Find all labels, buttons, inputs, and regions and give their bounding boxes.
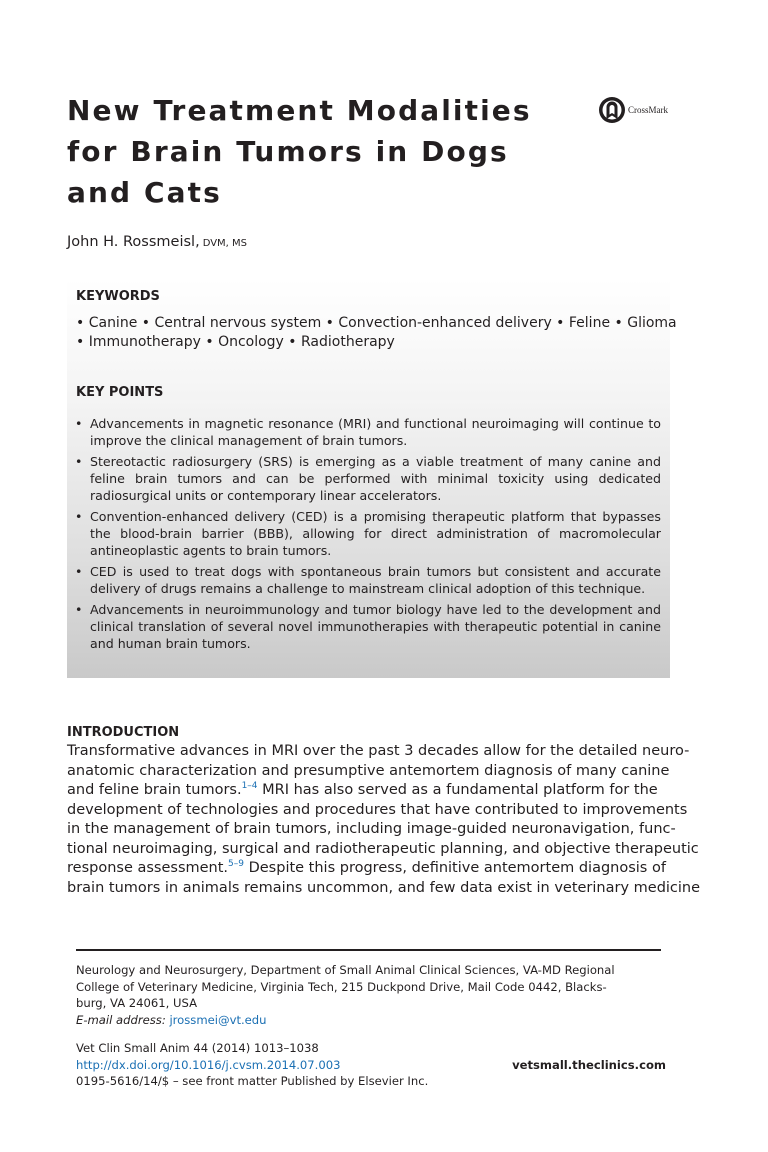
- article-title: [67, 90, 567, 213]
- affiliation-line: College of Veterinary Medicine, Virginia Tech, 215 Duckpond Drive, Mail Code 0442, Blacks-: [76, 979, 607, 994]
- paragraph-line: [67, 859, 670, 879]
- paragraph-text: Despite this progress, definitive antemortem diagnosis of: [243, 860, 666, 876]
- keywords-line: • Canine • Central nervous system • Convection-enhanced delivery • Feline • Glioma: [76, 315, 677, 331]
- paragraph-line: [67, 781, 670, 801]
- paragraph-line: in the management of brain tumors, including image-guided neuronavigation, func-: [67, 821, 676, 837]
- author-line: [67, 234, 247, 250]
- key-point-item: • Stereotactic radiosurgery (SRS) is emerging as a viable treatment of many canine and feline brain tumors and can be performed with minimal toxicity using dedicated radiosurgical units or contemporary linear accelerators.: [73, 453, 661, 504]
- paragraph-line: anatomic characterization and presumptive antemortem diagnosis of many canine: [67, 762, 670, 779]
- keywords-line: • Immunotherapy • Oncology • Radiotherapy: [76, 334, 395, 350]
- crossmark-icon: [598, 96, 626, 124]
- key-point-item: • Advancements in neuroimmunology and tumor biology have led to the development and clinical translation of several novel immunotherapies with therapeutic potential in canine and human brain tumors.: [73, 601, 661, 652]
- keywords-list: [76, 314, 677, 352]
- key-point-item: • CED is used to treat dogs with spontaneous brain tumors but consistent and accurate delivery of drugs remains a challenge to mainstream clinical adoption of this technique.: [73, 563, 661, 597]
- crossmark-label: CrossMark: [628, 105, 668, 115]
- title-line: New Treatment Modalities: [67, 94, 532, 127]
- key-point-item: • Advancements in magnetic resonance (MRI) and functional neuroimaging will continue to improve the clinical management of brain tumors.: [73, 415, 661, 449]
- introduction-heading: INTRODUCTION: [67, 725, 180, 740]
- email-link[interactable]: jrossmei@vt.edu: [169, 1012, 267, 1027]
- reference-link[interactable]: 5–9: [228, 859, 244, 870]
- journal-reference: Vet Clin Small Anim 44 (2014) 1013–1038: [76, 1041, 319, 1055]
- paragraph-line: development of technologies and procedures that have contributed to improvements: [67, 801, 688, 818]
- summary-box: [67, 279, 677, 678]
- keywords-heading: KEYWORDS: [76, 289, 160, 304]
- paragraph-text: MRI has also served as a fundamental platform for the: [257, 782, 658, 798]
- journal-site: vetsmall.theclinics.com: [512, 1057, 666, 1072]
- key-points-list: [73, 415, 661, 656]
- author-name: John H. Rossmeisl,: [67, 234, 200, 250]
- key-point-item: • Convention-enhanced delivery (CED) is a promising therapeutic platform that bypasses the blood-brain barrier (BBB), allowing for direct administration of macromolecular antineoplastic agents to brain tumors.: [73, 508, 661, 559]
- reference-link[interactable]: 1–4: [241, 781, 258, 792]
- introduction-paragraph: [67, 742, 701, 898]
- copyright-line: 0195-5616/14/$ – see front matter Published by Elsevier Inc.: [76, 1074, 429, 1088]
- crossmark-badge[interactable]: [598, 96, 668, 124]
- key-points-heading: KEY POINTS: [76, 385, 164, 400]
- paragraph-line: tional neuroimaging, surgical and radiotherapeutic planning, and objective therapeutic: [67, 840, 699, 857]
- doi-link[interactable]: http://dx.doi.org/10.1016/j.cvsm.2014.07.003: [76, 1057, 341, 1072]
- paragraph-line: brain tumors in animals remains uncommon, and few data exist in veterinary medicine: [67, 879, 701, 896]
- paragraph-line: Transformative advances in MRI over the past 3 decades allow for the detailed neuro-: [67, 743, 690, 759]
- email-label: E-mail address:: [76, 1012, 166, 1027]
- footer-divider: [76, 949, 661, 951]
- email-line: [76, 1012, 666, 1029]
- author-degrees: DVM, MS: [202, 238, 248, 249]
- citation-block: [76, 1040, 666, 1090]
- affiliation-block: [76, 962, 666, 1028]
- affiliation-line: Neurology and Neurosurgery, Department of Small Animal Clinical Sciences, VA-MD Regional: [76, 963, 615, 977]
- paragraph-text: and feline brain tumors.: [67, 782, 242, 798]
- title-line: for Brain Tumors in Dogs: [67, 135, 509, 168]
- paragraph-text: response assessment.: [67, 860, 229, 876]
- affiliation-line: burg, VA 24061, USA: [76, 996, 198, 1010]
- title-line: and Cats: [67, 176, 222, 209]
